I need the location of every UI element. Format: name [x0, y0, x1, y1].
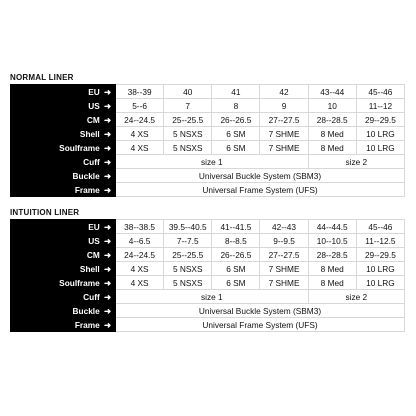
table-cell: 4 XS — [116, 141, 164, 155]
table-cell: 6 SM — [212, 276, 260, 290]
arrow-right-icon: ➜ — [104, 156, 111, 167]
table-cell: 26--26.5 — [212, 113, 260, 127]
arrow-right-icon: ➜ — [104, 319, 111, 330]
table-cell: 24--24.5 — [116, 248, 164, 262]
table-cell: 8--8.5 — [212, 234, 260, 248]
table-cell: 4 XS — [116, 276, 164, 290]
table-cell: 29--29.5 — [356, 113, 404, 127]
row-header: Cuff ➜ — [11, 155, 116, 169]
table-row-buckle — [11, 304, 405, 318]
intuition-liner-table — [10, 219, 405, 332]
arrow-right-icon: ➜ — [104, 221, 111, 232]
table-cell: 11--12 — [356, 99, 404, 113]
table-row-us — [11, 99, 405, 113]
table-cell: 44--44.5 — [308, 220, 356, 234]
table-cell: 28--28.5 — [308, 248, 356, 262]
table-cell: 7 SHME — [260, 127, 308, 141]
buckle-system: Universal Buckle System (SBM3) — [116, 169, 405, 183]
table-cell: 25--25.5 — [164, 248, 212, 262]
row-header: Soulframe ➜ — [11, 141, 116, 155]
table-cell: 8 Med — [308, 262, 356, 276]
cuff-size-2: size 2 — [308, 155, 404, 169]
table-cell: 10 — [308, 99, 356, 113]
table-cell: 6 SM — [212, 141, 260, 155]
table-row-cuff — [11, 290, 405, 304]
table-row-buckle — [11, 169, 405, 183]
normal-liner-table — [10, 84, 405, 197]
table-cell: 8 Med — [308, 127, 356, 141]
table-cell: 24--24.5 — [116, 113, 164, 127]
arrow-right-icon: ➜ — [104, 100, 111, 111]
frame-system: Universal Frame System (UFS) — [116, 318, 405, 332]
table-cell: 25--25.5 — [164, 113, 212, 127]
intuition-liner-title: INTUITION LINER — [10, 208, 80, 217]
row-header: US ➜ — [11, 99, 116, 113]
arrow-right-icon: ➜ — [104, 170, 111, 181]
table-row-shell — [11, 127, 405, 141]
table-cell: 38--38.5 — [116, 220, 164, 234]
arrow-right-icon: ➜ — [104, 184, 111, 195]
table-cell: 45--46 — [356, 220, 404, 234]
table-cell: 10 LRG — [356, 141, 404, 155]
table-cell: 29--29.5 — [356, 248, 404, 262]
table-cell: 40 — [164, 85, 212, 99]
row-header: CM ➜ — [11, 113, 116, 127]
table-cell: 8 Med — [308, 141, 356, 155]
table-row-soulframe — [11, 141, 405, 155]
arrow-right-icon: ➜ — [104, 235, 111, 246]
table-cell: 4 XS — [116, 262, 164, 276]
arrow-right-icon: ➜ — [104, 291, 111, 302]
table-row-cuff — [11, 155, 405, 169]
row-header: CM ➜ — [11, 248, 116, 262]
table-row-soulframe — [11, 276, 405, 290]
table-row-frame — [11, 183, 405, 197]
arrow-right-icon: ➜ — [104, 263, 111, 274]
table-cell: 39.5--40.5 — [164, 220, 212, 234]
table-cell: 5 NSXS — [164, 141, 212, 155]
table-row-eu — [11, 85, 405, 99]
table-cell: 11--12.5 — [356, 234, 404, 248]
buckle-system: Universal Buckle System (SBM3) — [116, 304, 405, 318]
table-cell: 6 SM — [212, 262, 260, 276]
table-row-eu — [11, 220, 405, 234]
table-cell: 4 XS — [116, 127, 164, 141]
table-cell: 27--27.5 — [260, 113, 308, 127]
table-cell: 7 SHME — [260, 276, 308, 290]
row-header: Shell ➜ — [11, 127, 116, 141]
arrow-right-icon: ➜ — [104, 128, 111, 139]
table-cell: 10--10.5 — [308, 234, 356, 248]
table-cell: 5 NSXS — [164, 276, 212, 290]
table-cell: 10 LRG — [356, 262, 404, 276]
table-cell: 7 SHME — [260, 262, 308, 276]
table-cell: 5 NSXS — [164, 262, 212, 276]
arrow-right-icon: ➜ — [104, 249, 111, 260]
arrow-right-icon: ➜ — [104, 86, 111, 97]
table-cell: 4--6.5 — [116, 234, 164, 248]
table-cell: 5 NSXS — [164, 127, 212, 141]
row-header: Shell ➜ — [11, 262, 116, 276]
table-row-shell — [11, 262, 405, 276]
table-cell: 9--9.5 — [260, 234, 308, 248]
table-cell: 41 — [212, 85, 260, 99]
table-cell: 7 SHME — [260, 141, 308, 155]
table-cell: 27--27.5 — [260, 248, 308, 262]
table-cell: 42--43 — [260, 220, 308, 234]
frame-system: Universal Frame System (UFS) — [116, 183, 405, 197]
row-header: Frame ➜ — [11, 318, 116, 332]
cuff-size-1: size 1 — [116, 290, 309, 304]
normal-liner-title: NORMAL LINER — [10, 73, 74, 82]
arrow-right-icon: ➜ — [104, 305, 111, 316]
table-cell: 41--41.5 — [212, 220, 260, 234]
cuff-size-2: size 2 — [308, 290, 404, 304]
table-cell: 45--46 — [356, 85, 404, 99]
arrow-right-icon: ➜ — [104, 142, 111, 153]
table-cell: 43--44 — [308, 85, 356, 99]
row-header: Buckle ➜ — [11, 304, 116, 318]
table-cell: 8 Med — [308, 276, 356, 290]
table-cell: 10 LRG — [356, 276, 404, 290]
row-header: Buckle ➜ — [11, 169, 116, 183]
table-cell: 42 — [260, 85, 308, 99]
table-row-us — [11, 234, 405, 248]
row-header: US ➜ — [11, 234, 116, 248]
table-cell: 7 — [164, 99, 212, 113]
arrow-right-icon: ➜ — [104, 114, 111, 125]
arrow-right-icon: ➜ — [104, 277, 111, 288]
table-row-cm — [11, 113, 405, 127]
row-header: EU ➜ — [11, 85, 116, 99]
table-cell: 38--39 — [116, 85, 164, 99]
row-header: EU ➜ — [11, 220, 116, 234]
cuff-size-1: size 1 — [116, 155, 309, 169]
table-cell: 7--7.5 — [164, 234, 212, 248]
table-cell: 6 SM — [212, 127, 260, 141]
row-header: Soulframe ➜ — [11, 276, 116, 290]
row-header: Frame ➜ — [11, 183, 116, 197]
table-row-frame — [11, 318, 405, 332]
table-cell: 9 — [260, 99, 308, 113]
table-cell: 5--6 — [116, 99, 164, 113]
table-row-cm — [11, 248, 405, 262]
table-cell: 10 LRG — [356, 127, 404, 141]
table-cell: 26--26.5 — [212, 248, 260, 262]
table-cell: 8 — [212, 99, 260, 113]
row-header: Cuff ➜ — [11, 290, 116, 304]
table-cell: 28--28.5 — [308, 113, 356, 127]
